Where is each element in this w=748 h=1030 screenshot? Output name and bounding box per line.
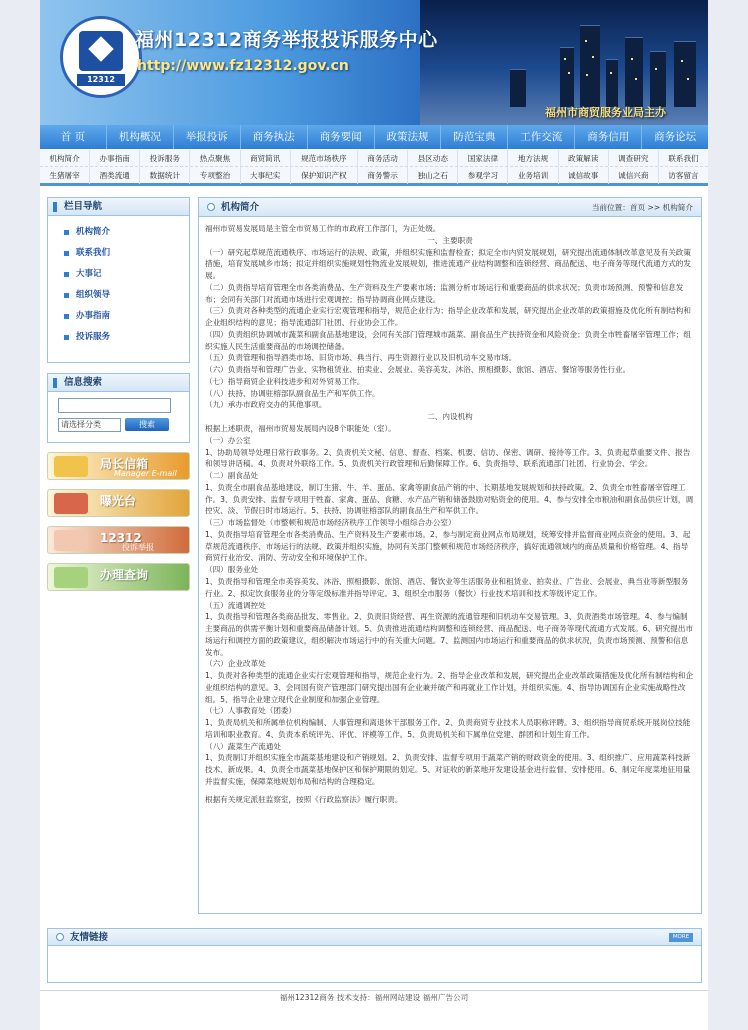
bullet-icon [207,203,215,211]
nav-item[interactable]: 工作交流 [508,125,575,149]
content-paragraph: （四）服务业处 [205,565,259,575]
header-banner [40,0,708,125]
query-handling-button[interactable] [47,563,190,591]
sub-nav-item[interactable]: 商务活动 [358,150,408,166]
content-paragraph: 1、负责全市副食品基地建设，制订生猪、牛、羊、蛋品、家禽等副食品产销的中、长期基地发展规划和扶持政策。2、负责全市牲畜屠宰管理工作。3、负责安排、监督专项用于牲畜、家禽、蛋品、食糖、水产品产销和储备鼓励对贴资金的使用。4、参与安排全市粮油和副食品供应计划，调控灾、淡、节假日时市场运行。5、扶持、协调驻榕部队的副食品生产和军供工作。 [205,482,694,516]
nav-item[interactable]: 政策法规 [375,125,442,149]
building-shape [625,37,643,107]
content-paragraph: （一）研究起草规范流通秩序、市场运行的法规、政策，并组织实施和监督检查；拟定全市内贸发展规划，研究提出流通体制改革意见及有关政策措施，培育发展城乡市场；拟定并组织实施规划性物流业发展规划，推进流通产业结构调整和连锁经营、商品配送、电子商务等现代流通方式的发展。 [205,247,691,281]
mail-icon [54,456,88,477]
page [40,0,708,1030]
content-paragraph: （五）流通调控处 [205,600,266,610]
content-paragraph: （八）扶持、协调驻榕部队副食品生产和军供工作。 [205,388,380,398]
content-paragraph: 1、负责对各种类型的流通企业实行宏观管理和指导，规范企业行为。2、指导企业改革和发展，研究提出企业改革政策措施及优化所有制结构和企业组织结构的意见。3、会同国有资产管理部门研究提出国有企业兼并破产和再就业工作计划，并组织实施。4、指导协调国有企业实施战略性改组。5、指导企业建立现代企业制度和加强企业管理。 [205,671,694,704]
sub-nav-item[interactable]: 规范市场秩序 [291,150,358,166]
sub-nav [40,150,708,186]
nav-item[interactable]: 防范宝典 [441,125,508,149]
content-paragraph: 1、负责制订并组织实施全市蔬菜基地建设和产销规划。2、负责安排、监督专项用于蔬菜产销的财政资金的使用。3、组织推广、应用蔬菜科技新技术、新成果。4、负责全市蔬菜基地保护区和保护期限的划定。5、对证收的新菜地开发建设基金进行监督、安排使用。6、制定年度菜地征用量并监督实施，保障菜地规划布局和结构的合理稳定。 [205,753,691,786]
sub-nav-item[interactable]: 投诉服务 [140,150,190,166]
promo-title: 办理查询 [100,568,149,582]
content-title: 机构简介 [221,202,260,213]
sub-nav-item[interactable]: 参观学习 [458,167,508,184]
search-box [47,373,190,443]
content-body [199,217,701,806]
sub-nav-item[interactable]: 地方法规 [508,150,558,166]
sidebar-item-org-intro[interactable]: 机构简介 [62,222,189,243]
friend-links-header [48,929,701,946]
content-paragraph: （二）副食品处 [205,471,259,481]
content-panel [198,197,702,914]
content-paragraph: 1、负责指导和管理各类商品批发、零售业。2、负责旧货经营、再生资源的流通管理和旧机动车交易管理。3、负责酒类市场管理。4、参与编制主要商品的供需平衡计划和重要商品储备计划。5、负责推进流通结构调整和连锁经营、商品配送、电子商务等现代流通方式发展。6、研究提出市场运行和调控方面的政策建议，组织解决市场运行中的有关重大问题。7、监测国内市场运行和重要商品的供求状况，负责市场预测、预警和信息发布。 [205,612,694,657]
camera-icon [54,493,88,514]
content-paragraph: （七）人事教育处（团委） [205,706,297,716]
organizer-text: 福州市商贸服务业局主办 [545,106,666,119]
building-shape [650,51,666,107]
site-title: 福州12312商务举报投诉服务中心 [135,29,438,51]
content-paragraph: 根据有关规定派驻监察室，按照《行政监察法》履行职责。 [205,794,403,804]
section-heading: 一、主要职责 [427,235,473,245]
building-shape [580,25,600,107]
friend-links-title: 友情链接 [70,932,109,943]
building-shape [510,69,526,107]
content-paragraph: （六）企业改革处 [205,659,266,669]
content-paragraph: 根据上述职责，福州市贸易发展局内设8个职能处（室）。 [205,424,396,434]
more-button[interactable]: MORE [669,933,693,942]
sub-nav-item[interactable]: 数据统计 [140,167,190,184]
content-header [199,198,701,217]
logo-emblem [60,16,142,98]
exposure-platform-button[interactable] [47,489,190,517]
content-paragraph: 1、负责局机关和所属单位机构编制、人事管理和离退休干部服务工作。2、负责商贸专业技术人员职称评聘。3、组织指导商贸系统开展岗位技能培训和职业教育。4、负责本系统评先、评优、评模等工作。5、负责局机关和下属单位党建、群团和计划生育工作。 [205,718,691,739]
content-paragraph: 福州市贸易发展局是主管全市贸易工作的市政府工作部门，为正处级。 [205,224,441,233]
content-paragraph: 1、负责指导和管理全市美容美发、沐浴、照相摄影、旅馆、酒店、餐饮业等生活服务业和租赁业、拍卖业、广告业、会展业、典当业等新型服务行业。2、拟定饮食服务业的分等定级标准并指导评定。3、组织全市服务（餐饮）行业技术培训和技术等级评定工作。 [205,576,689,598]
content-paragraph: 1、负责指导培育管理全市各类消费品、生产资料及生产要素市场。2、参与制定商业网点布局规划，统筹安排并监督商业网点资金的使用。3、起草规范流通秩序、市场运行的法规、政策并组织实施，协同有关部门整顿和规范市场经济秩序，搞好流通领域内的商品质量和价格管理。4、指导商贸行业治安、消防、劳动安全和环境保护工作。 [205,529,691,563]
sidebar-item-events[interactable]: 大事记 [62,264,189,285]
search-button[interactable]: 搜索 [125,418,169,431]
sub-nav-row [40,150,708,167]
column-nav-box [47,197,190,363]
building-shape [560,47,574,107]
operator-icon [54,530,88,551]
nav-item[interactable]: 商务信用 [575,125,642,149]
content-paragraph: （九）承办市政府交办的其他事项。 [205,400,327,410]
sub-nav-item[interactable]: 热点聚焦 [190,150,240,166]
sub-nav-item[interactable]: 商贸简讯 [241,150,291,166]
content-paragraph: （三）负责对各种类型的流通企业实行宏观管理和指导，规范企业行为；指导企业改革和发展，研究提出企业改革的政策措施及优化所有制结构和企业组织结构的意见；指导流通部门社团、行业协会工作。 [205,306,691,328]
sub-nav-item[interactable]: 办事指南 [90,150,140,166]
sub-nav-item[interactable]: 调查研究 [609,150,659,166]
folder-icon [54,567,88,588]
sub-nav-item[interactable]: 生猪屠宰 [40,167,90,184]
search-controls [58,418,189,432]
sidebar-item-contact[interactable]: 联系我们 [62,243,189,264]
logo-number: 12312 [77,74,125,86]
category-select[interactable]: 请选择分类 [58,418,121,432]
sub-nav-item[interactable]: 政策解读 [559,150,609,166]
content-paragraph: （五）负责管理和指导酒类市场、旧货市场、典当行、再生资源行业以及旧机动车交易市场。 [205,353,517,363]
sidebar-item-leaders[interactable]: 组织领导 [62,285,189,306]
content-paragraph: 1、协助局领导处理日常行政事务。2、负责机关文秘、信息、督查、档案、机要、信访、保密、调研、接待等工作。3、负责起草重要文件、报告和领导讲话稿。4、负责对外联络工作。5、负责机关行政管理和后勤保障工作。6、负责指导、联系流通部门社团、行业协会、学会。 [205,447,691,469]
search-title: 信息搜索 [48,374,189,392]
sub-nav-item[interactable]: 专项整治 [190,167,240,184]
bullet-icon [56,933,64,941]
nav-item[interactable]: 商务执法 [241,125,308,149]
complaint-hotline-button[interactable] [47,526,190,554]
friend-links-box [47,928,702,983]
search-input[interactable] [58,398,171,413]
sidebar-item-guide[interactable]: 办事指南 [62,306,189,327]
logo-mark [79,31,123,71]
sub-nav-item[interactable]: 访客留言 [668,171,699,180]
sub-nav-item[interactable]: 诚信兴商 [609,167,659,184]
nav-item[interactable]: 举报投诉 [174,125,241,149]
sub-nav-item[interactable]: 酒类流通 [90,167,140,184]
section-heading: 二、内设机构 [427,412,473,422]
sub-nav-item[interactable]: 大事纪实 [241,167,291,184]
sub-nav-item[interactable]: 国家法律 [458,150,508,166]
sub-nav-item[interactable]: 机构简介 [40,150,90,166]
sub-nav-item[interactable]: 商务警示 [358,167,408,184]
content-paragraph: （八）蔬菜生产流通处 [205,741,281,751]
left-sidebar [47,197,190,591]
promo-title: 局长信箱 [100,457,149,471]
building-shape [674,41,696,107]
sidebar-item-complaint[interactable]: 投诉服务 [62,327,189,348]
sub-nav-item[interactable]: 业务培训 [508,167,558,184]
sub-nav-item[interactable]: 联系我们 [668,154,699,163]
site-url[interactable]: http://www.fz12312.gov.cn [137,58,349,74]
main-nav [40,125,708,149]
nav-item[interactable]: 商务论坛 [654,131,697,143]
column-nav-title: 栏目导航 [48,198,189,216]
sub-nav-item[interactable]: 保护知识产权 [291,167,358,184]
content-paragraph: （二）负责指导培育管理全市各类消费品、生产资料及生产要素市场；监测分析市场运行和重要商品的供求状况；负责市场预测、预警和信息发布；会同有关部门对流通市场进行宏观调控；指导协调商业网点建设。 [205,282,684,304]
director-mailbox-button[interactable] [47,452,190,480]
promo-title: 曝光台 [100,494,137,508]
nav-item[interactable]: 首 页 [40,125,107,149]
promo-subtitle: 投诉举报 [122,543,154,552]
footer: 福州12312商务 技术支持：福州网站建设 福州广告公司 [40,990,708,1004]
promo-subtitle: Manager E-mail [114,469,177,478]
content-paragraph: （六）负责指导和管理广告业、实物租赁业、拍卖业、会展业、美容美发、沐浴、照相摄影、旅馆、酒店、餐馆等服务性行业。 [205,365,631,375]
sub-nav-row [40,167,708,184]
sub-nav-item[interactable]: 县区动态 [408,150,458,166]
content-paragraph: （一）办公室 [205,435,251,445]
content-paragraph: （七）指导商贸企业科技进步和对外贸易工作。 [205,376,365,386]
content-paragraph: （三）市场监督处（市整顿和规范市场经济秩序工作领导小组综合办公室） [205,518,456,528]
sub-nav-item[interactable]: 诚信故事 [559,167,609,184]
breadcrumb[interactable]: 当前位置：首页 >> 机构简介 [591,203,693,212]
content-paragraph: （四）负责组织协调城市蔬菜和副食品基地建设，会同有关部门管理城市蔬菜、副食品生产扶持资金和风险资金；负责全市牲畜屠宰管理工作；组织实施人民生活重要商品的市场调控储备。 [205,329,691,351]
search-body [48,392,189,432]
nav-item[interactable]: 机构概况 [107,125,174,149]
building-shape [606,59,618,107]
sub-nav-item[interactable]: 独山之石 [408,167,458,184]
column-nav-list [48,216,189,362]
promo-title: 12312 [100,531,142,545]
nav-item[interactable]: 商务要闻 [308,125,375,149]
